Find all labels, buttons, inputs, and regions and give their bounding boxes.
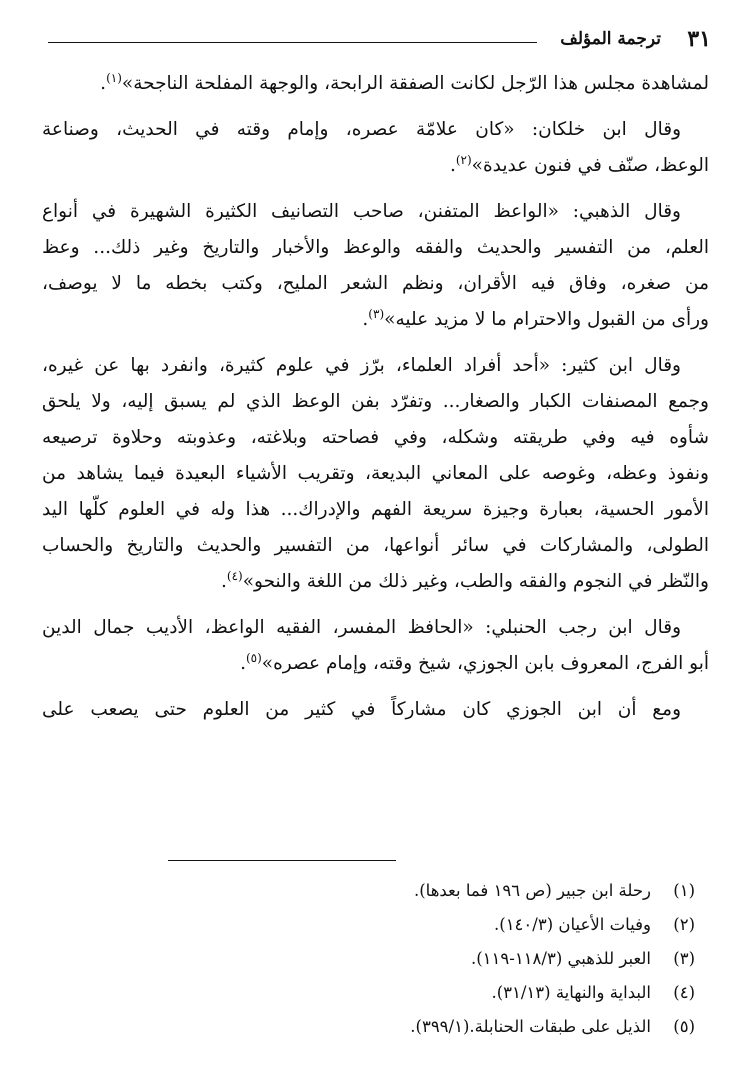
footnote-number: (١) — [673, 881, 695, 900]
footnote-number: (٤) — [673, 983, 695, 1002]
paragraph-5 — [42, 610, 709, 682]
text-line: وقال الذهبي: «الواعظ المتفنن، صاحب التصانيف الكثيرة الشهيرة في أنواع — [42, 201, 681, 222]
footnote — [315, 976, 695, 1010]
text-line: شأوه فيه وفي طريقته وشكله، وفي فصاحته وبلاغته، وعذوبته وحلاوة ترصيعه — [42, 427, 709, 448]
text-line: الطولى، والمشاركات في سائر أنواعها، من التفسير والحديث والتاريخ والحساب — [42, 535, 709, 556]
text-line: ونفوذ وعظه، وغوصه على المعاني البديعة، وتقريب الأشياء البعيدة فيما يشاهد من — [42, 463, 709, 484]
page-number: ٣١ — [687, 26, 711, 52]
footnote — [315, 908, 695, 942]
paragraph-1 — [42, 66, 709, 102]
text-line: أبو الفرج، المعروف بابن الجوزي، شيخ وقته، وإمام عصره»$^{(٥)}$. — [240, 650, 709, 674]
footnote-ref: (٢) — [455, 152, 472, 167]
footnote-text: وفيات الأعيان (١٤٠/٣). — [494, 915, 651, 934]
footnote-number: (٥) — [673, 1017, 695, 1036]
footnote-ref: (٤) — [226, 568, 243, 583]
footnote-text: البداية والنهاية (٣١/١٣). — [491, 983, 651, 1002]
footnote-separator — [168, 860, 396, 861]
footnote-ref: (١) — [106, 70, 122, 85]
footnote — [315, 874, 695, 908]
text-line: وقال ابن خلكان: «كان علامّة عصره، وإمام وقته في الحديث، وصناعة — [42, 119, 681, 140]
footnote — [315, 1010, 695, 1044]
text-line: وقال ابن رجب الحنبلي: «الحافظ المفسر، الفقيه الواعظ، الأديب جمال الدين — [42, 617, 681, 638]
paragraph-4 — [42, 348, 709, 600]
footnote-number: (٣) — [673, 949, 695, 968]
footnote-text: العبر للذهبي (١١٨/٣-١١٩). — [470, 949, 651, 968]
text-line: لمشاهدة مجلس هذا الرّجل لكانت الصفقة الرابحة، والوجهة المفلحة الناجحة»$^{(١)}$. — [100, 70, 709, 94]
text-line: الأمور الحسية، بعبارة وجيزة سريعة الفهم والإدراك... هذا وله في العلوم كلّها اليد — [42, 499, 709, 520]
text-line: من صغره، وفاق فيه الأقران، ونظم الشعر المليح، وكتب بخطه ما لا يوصف، — [42, 273, 709, 294]
text-line: وقال ابن كثير: «أحد أفراد العلماء، برّز في علوم كثيرة، وانفرد بها عن غيره، — [42, 355, 681, 376]
footnote-number: (٢) — [673, 915, 695, 934]
text-line: والنّظر في النجوم والفقه والطب، وغير ذلك من اللغة والنحو»$^{(٤)}$. — [221, 568, 709, 592]
text-line: العلم، من التفسير والحديث والفقه والوعظ والأخبار والتاريخ وغير ذلك... وعظ — [42, 237, 709, 258]
footnote-text: الذيل على طبقات الحنابلة.(٣٩٩/١). — [410, 1017, 651, 1036]
footnote — [315, 942, 695, 976]
footnote-ref: (٣) — [368, 306, 385, 321]
running-header — [40, 26, 715, 56]
text-line: ومع أن ابن الجوزي كان مشاركاً في كثير من العلوم حتى يصعب على — [42, 699, 681, 720]
footnote-text: رحلة ابن جبير (ص ١٩٦ فما بعدها). — [413, 881, 651, 900]
text-line: ورأى من القبول والاحترام ما لا مزيد عليه»$^{(٣)}$. — [362, 306, 709, 330]
footnotes — [315, 874, 695, 1044]
footnote-ref: (٥) — [245, 650, 262, 665]
text-line: وجمع المصنفات الكبار والصغار... وتفرّد بفن الوعظ الذي لم يسبق إليه، ولا يلحق — [42, 391, 709, 412]
body-text — [42, 66, 709, 728]
running-title: ترجمة المؤلف — [560, 29, 661, 49]
paragraph-6 — [42, 692, 709, 728]
text-line: الوعظ، صنّف في فنون عديدة»$^{(٢)}$. — [449, 152, 709, 176]
paragraph-3 — [42, 194, 709, 338]
paragraph-2 — [42, 112, 709, 184]
header-rule — [48, 42, 537, 43]
